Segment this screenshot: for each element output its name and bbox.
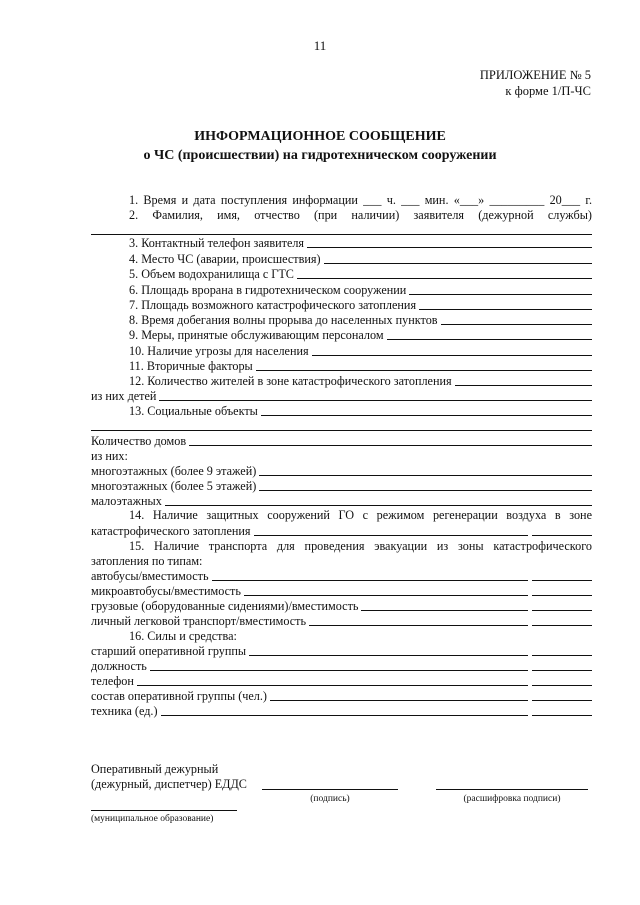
item-16-row [91,629,592,644]
position-fill-line[interactable] [150,670,528,671]
item-9-fill-line[interactable] [387,339,592,340]
houses-row [91,434,592,449]
item-15b-label: затопления по типам: [91,554,203,568]
staff-row [91,689,592,704]
item-13-fill-line[interactable] [261,415,592,416]
appendix-label: ПРИЛОЖЕНИЕ № 5 [479,68,591,82]
multi5-label: многоэтажных (более 5 этажей) [91,479,257,493]
item-12b-row [91,389,592,404]
senior-fill-line-2[interactable] [532,655,592,656]
item-11-fill-line[interactable] [256,370,592,371]
page-number: 11 [313,38,327,53]
of-them-row [91,449,592,464]
houses-label: Количество домов [91,434,187,448]
tech-fill-line[interactable] [161,715,528,716]
item-8-label: 8. Время добегания волны прорыва до населенных пунктов [129,313,438,327]
tech-label: техника (ед.) [91,704,158,718]
trucks-row [91,599,592,614]
item-4-fill-line[interactable] [324,263,592,264]
item-6-row [91,283,592,298]
senior-label: старший оперативной группы [91,644,247,658]
signature-role-detail: (дежурный, диспетчер) ЕДДС [91,777,247,791]
phone-row [91,674,592,689]
item-12-fill-line[interactable] [455,385,592,386]
item-1-datetime: 1. Время и дата поступления информации ___ ч. ___ мин. «___» _________ 20___ г. [129,193,592,207]
trucks-label: грузовые (оборудованные сидениями)/вместимость [91,599,359,613]
multi5-row [91,479,592,494]
trucks-fill-line[interactable] [361,610,528,611]
houses-fill-line[interactable] [189,445,592,446]
multi9-row [91,464,592,479]
item-6-label: 6. Площадь врорана в гидротехническом сооружении [129,283,407,297]
item-13-extra-line[interactable] [91,430,592,431]
item-4-row [91,252,592,267]
minibus-label: микроавтобусы/вместимость [91,584,241,598]
item-9-label: 9. Меры, принятые обслуживающим персоналом [129,328,384,342]
item-15b-row [91,554,592,569]
phone-fill-line[interactable] [137,685,528,686]
cars-label: личный легковой транспорт/вместимость [91,614,307,628]
item-7-fill-line[interactable] [419,309,592,310]
item-7-label: 7. Площадь возможного катастрофического затопления [129,298,417,312]
document-subtitle: о ЧС (происшествии) на гидротехническом сооружении [143,148,497,163]
item-13-row [91,404,592,419]
item-12-label: 12. Количество жителей в зоне катастрофического затопления [129,374,452,388]
bus-row [91,569,592,584]
multi9-label: многоэтажных (более 9 этажей) [91,464,257,478]
signature-decode-line[interactable] [436,789,588,790]
cars-fill-line-2[interactable] [532,625,592,626]
item-3-fill-line[interactable] [307,247,592,248]
of-them-label: из них: [91,449,128,463]
multi9-fill-line[interactable] [259,475,592,476]
document-title: ИНФОРМАЦИОННОЕ СООБЩЕНИЕ [194,129,446,144]
municipal-line[interactable] [91,810,237,811]
item-13-label: 13. Социальные объекты [129,404,258,418]
item-6-fill-line[interactable] [409,294,592,295]
staff-fill-line-2[interactable] [532,700,592,701]
item-8-row [91,313,592,328]
multi5-fill-line[interactable] [259,490,592,491]
municipal-caption: (муниципальное образование) [91,814,214,824]
tech-row [91,704,592,719]
senior-row [91,644,592,659]
item-3-row [91,236,592,251]
bus-fill-line[interactable] [212,580,528,581]
item-5-fill-line[interactable] [297,278,592,279]
item-8-fill-line[interactable] [441,324,592,325]
staff-label: состав оперативной группы (чел.) [91,689,267,703]
bus-fill-line-2[interactable] [532,580,592,581]
item-5-label: 5. Объем водохранилища с ГТС [129,267,294,281]
minibus-fill-line[interactable] [244,595,528,596]
item-15-text: 15. Наличие транспорта для проведения эвакуации из зоны катастрофического [129,539,592,553]
cars-row [91,614,592,629]
item-3-label: 3. Контактный телефон заявителя [129,236,305,250]
item-14-fill-line-2[interactable] [532,535,592,536]
item-14-text: 14. Наличие защитных сооружений ГО с режимом регенерации воздуха в зоне [129,508,592,522]
item-16-label: 16. Силы и средства: [129,629,237,643]
item-7-row [91,298,592,313]
tech-fill-line-2[interactable] [532,715,592,716]
signature-caption: (подпись) [310,794,350,804]
item-2-applicant: 2. Фамилия, имя, отчество (при наличии) заявителя (дежурной службы) [129,208,592,222]
item-14b-row [91,524,592,539]
phone-label: телефон [91,674,134,688]
signature-line[interactable] [262,789,398,790]
phone-fill-line-2[interactable] [532,685,592,686]
senior-fill-line[interactable] [249,655,528,656]
item-12-row [91,374,592,389]
signature-decode-caption: (расшифровка подписи) [463,794,561,804]
low-fill-line[interactable] [165,505,592,506]
item-14b-label: катастрофического затопления [91,524,251,538]
position-fill-line-2[interactable] [532,670,592,671]
item-2-fill-line[interactable] [91,234,592,235]
low-row [91,494,592,509]
item-4-label: 4. Место ЧС (аварии, происшествия) [129,252,321,266]
item-14-fill-line[interactable] [254,535,528,536]
low-label: малоэтажных [91,494,162,508]
item-11-row [91,359,592,374]
appendix-form: к форме 1/П-ЧС [505,84,591,98]
item-12b-fill-line[interactable] [159,400,592,401]
staff-fill-line[interactable] [270,700,528,701]
item-11-label: 11. Вторичные факторы [129,359,253,373]
bus-label: автобусы/вместимость [91,569,209,583]
item-10-row [91,344,592,359]
cars-fill-line[interactable] [309,625,528,626]
minibus-fill-line-2[interactable] [532,595,592,596]
item-10-fill-line[interactable] [312,355,592,356]
item-12b-label: из них детей [91,389,157,403]
minibus-row [91,584,592,599]
position-label: должность [91,659,147,673]
position-row [91,659,592,674]
signature-role: Оперативный дежурный [91,762,219,776]
trucks-fill-line-2[interactable] [532,610,592,611]
item-9-row [91,328,592,343]
item-10-label: 10. Наличие угрозы для населения [129,344,309,358]
item-5-row [91,267,592,282]
